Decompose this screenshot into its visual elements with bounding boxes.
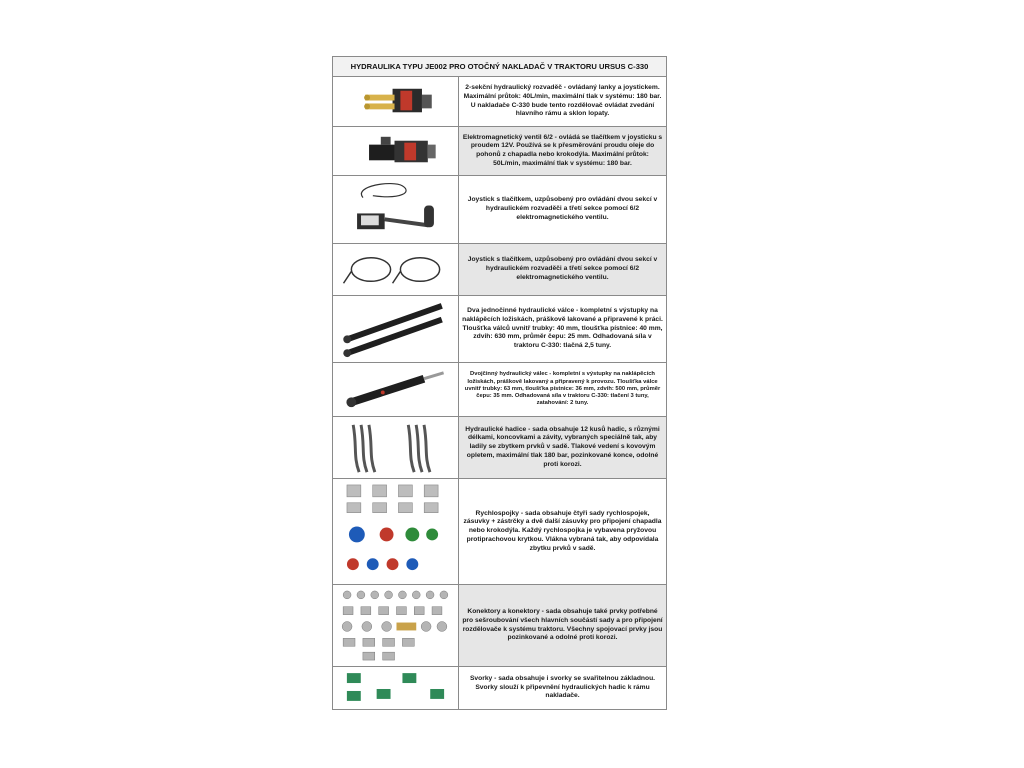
table-row: [333, 585, 666, 667]
hydraulic-valve-image: [333, 77, 459, 126]
table-title: HYDRAULIKA TYPU JE002 PRO OTOČNÝ NAKLADAČ V TRAKTORU URSUS C-330: [333, 57, 666, 77]
table-row: [333, 417, 666, 479]
row-description: 2-sekční hydraulický rozvaděč - ovládaný lanky a joystickem. Maximální průtok: 40L/min, maximální tlak v systému: 180 bar. U nakladače C-330 bude tento rozdělovač ovládat zvedání hlavního rámu a sklon lopaty.: [463, 84, 662, 118]
table-row: [333, 176, 666, 244]
product-table: [332, 56, 667, 710]
table-row: [333, 296, 666, 363]
row-description: Dva jednočinné hydraulické válce - kompletní s výstupky na naklápěcích ložiskách, práškově lakované a připravené k práci. Tloušťka válců uvnitř trubky: 40 mm, tloušťka pístnice: 40 mm, zdvih: 630 mm, průměr čepu: 25 mm. Odhadovaná síla v traktoru C-330: tlačná 2,5 tuny.: [462, 307, 663, 350]
row-description: Elektromagnetický ventil 6/2 - ovládá se tlačítkem v joysticku s proudem 12V. Používá se k přesměrování proudu oleje do pohonů z chapadla nebo krokodýla. Maximální průtok: 50L/min, maximální tlak v systému: 180 bar.: [459, 127, 666, 175]
row-description: Konektory a konektory - sada obsahuje také prvky potřebné pro sešroubování všech hlavních součástí sady a pro připojení rozdělovače k systému traktoru. Všechny spojovací prvky jsou pozinkované a odolné proti korozi.: [459, 585, 666, 666]
table-row: [333, 667, 666, 709]
clamps-image: [333, 667, 459, 709]
control-cables-image: [333, 244, 459, 295]
solenoid-valve-image: [333, 127, 459, 175]
double-acting-cylinder-image: [333, 363, 459, 416]
table-row: [333, 77, 666, 127]
connectors-image: [333, 585, 459, 666]
row-description: Joystick s tlačítkem, uzpůsobený pro ovládání dvou sekcí v hydraulickém rozvaděči a třetí sekce pomocí 6/2 elektromagnetického ventilu.: [467, 196, 658, 221]
table-row: [333, 244, 666, 296]
joystick-image: [333, 176, 459, 243]
row-description: Joystick s tlačítkem, uzpůsobený pro ovládání dvou sekcí v hydraulickém rozvaděči a třetí sekce pomocí 6/2 elektromagnetického ventilu.: [459, 244, 666, 295]
single-acting-cylinders-image: [333, 296, 459, 362]
table-row: [333, 127, 666, 176]
hydraulic-hoses-image: [333, 417, 459, 478]
row-description: Rychlospojky - sada obsahuje čtyři sady rychlospojek, zásuvky + zástrčky a dvě další zásuvky pro připojení chapadla nebo krokodýla. Každý rychlospojka je vybavena pryžovou protiprachovou krytkou. Vlákna vybraná tak, aby odpovídala zbytku prvků v sadě.: [463, 509, 662, 552]
table-row: [333, 479, 666, 585]
row-description: Dvojčinný hydraulický válec - kompletní s výstupky na naklápěcích ložiskách, práškově lakovaný a připravený k provozu. Tloušťka válce uvnitř trubky: 63 mm, tloušťka pístnice: 36 mm, zdvih: 500 mm, průměr čepu: 35 mm. Odhadovaná síla v traktoru C-330: tlačení 3 tuny, zatahování: 2 tuny.: [464, 371, 661, 407]
row-description: Svorky - sada obsahuje i svorky se svařitelnou základnou. Svorky slouží k připevnění hydraulických hadic k rámu nakladače.: [469, 674, 656, 700]
row-description: Hydraulické hadice - sada obsahuje 12 kusů hadic, s různými délkami, koncovkami a závity, vybraných speciálně tak, aby ladily se zbytkem prvků v sadě. Tlakové vedení s kovovým opletem, maximální tlak 180 bar, pozinkované konce, odolné proti korozi.: [459, 417, 666, 478]
table-row: [333, 363, 666, 417]
quick-couplers-image: [333, 479, 459, 584]
